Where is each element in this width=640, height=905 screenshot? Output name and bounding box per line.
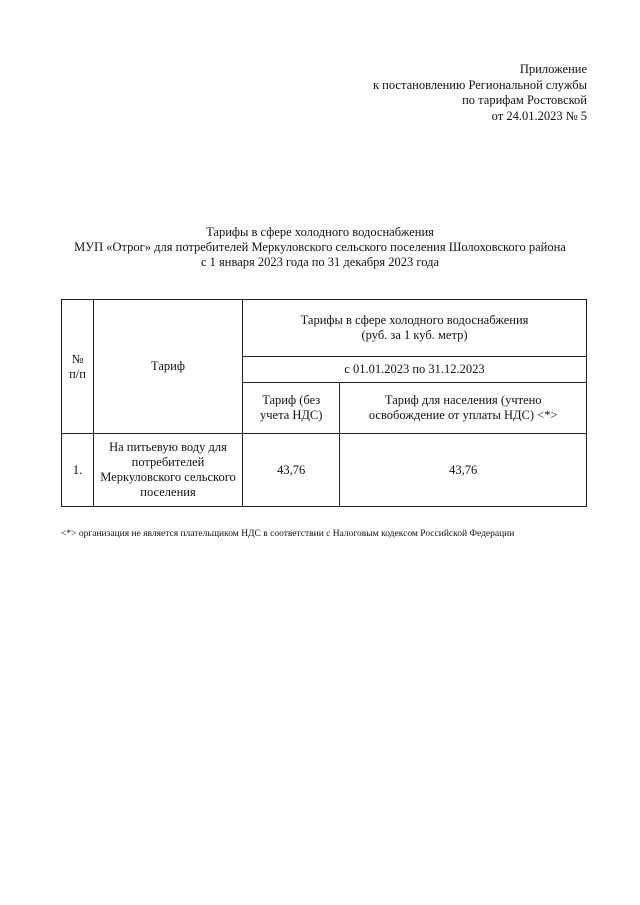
title-line: МУП «Отрог» для потребителей Меркуловского сельского поселения Шолоховского района	[74, 240, 566, 254]
title-line: с 1 января 2023 года по 31 декабря 2023 года	[200, 255, 439, 269]
row-name: На питьевую воду для потребителей Меркуловского сельского поселения	[94, 434, 243, 507]
row-num: 1.	[62, 434, 94, 507]
header-population: Тариф для населения (учтено освобождение от уплаты НДС) <*>	[340, 383, 587, 434]
header-group-line2: (руб. за 1 куб. метр)	[361, 328, 468, 342]
title-line: Тарифы в сфере холодного водоснабжения	[206, 225, 434, 239]
appendix-line: к постановлению Региональной службы	[372, 77, 587, 92]
tariff-table	[61, 299, 587, 507]
header-group-line1: Тарифы в сфере холодного водоснабжения	[300, 313, 529, 327]
table-row	[62, 434, 587, 507]
header-group	[243, 300, 587, 357]
appendix-line: по тарифам Ростовской	[462, 93, 587, 107]
row-no-vat: 43,76	[243, 434, 340, 507]
appendix-line: от 24.01.2023 № 5	[491, 108, 587, 123]
footnote: <*> организация не является плательщиком НДС в соответствии с Налоговым кодексом Российской Федерации	[61, 529, 515, 539]
appendix-line: Приложение	[519, 62, 587, 76]
document-title	[0, 225, 640, 270]
header-no-vat: Тариф (без учета НДС)	[243, 383, 340, 434]
row-population: 43,76	[340, 434, 587, 507]
appendix-block	[373, 62, 587, 124]
header-period: с 01.01.2023 по 31.12.2023	[243, 357, 587, 383]
header-num: № п/п	[62, 300, 94, 434]
header-tariff: Тариф	[94, 300, 243, 434]
